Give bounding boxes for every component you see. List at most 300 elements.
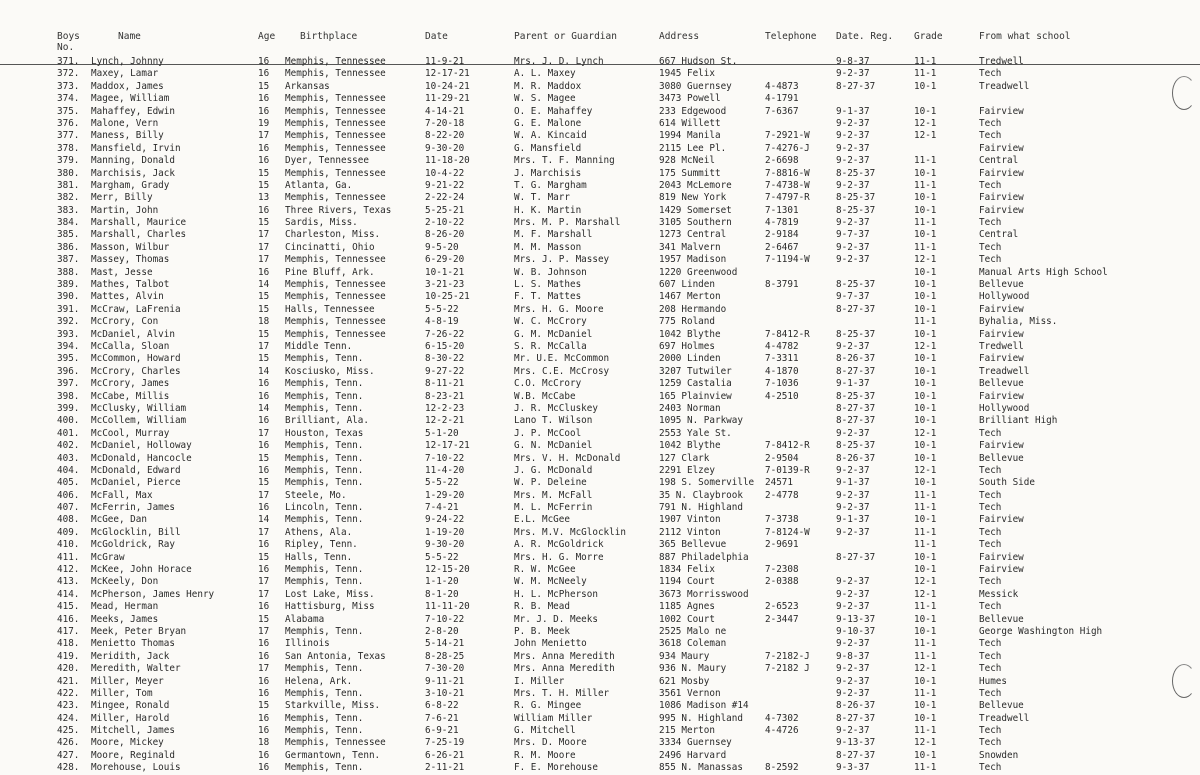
parent-guardian: Mrs. M.V. McGlocklin bbox=[514, 526, 626, 538]
student-number: 376. bbox=[57, 117, 80, 129]
address: 3105 Southern bbox=[659, 217, 732, 229]
telephone: 7-2182-J bbox=[765, 650, 810, 662]
date-registered: 9-2-37 bbox=[836, 130, 870, 142]
student-age: 14 bbox=[258, 279, 270, 291]
telephone: 7-2921-W bbox=[765, 130, 810, 142]
birth-date: 6-15-20 bbox=[425, 340, 465, 352]
date-registered: 8-27-37 bbox=[836, 551, 876, 563]
student-birthplace: San Antonia, Texas bbox=[285, 650, 386, 662]
student-age: 17 bbox=[258, 130, 270, 142]
grade: 10-1 bbox=[914, 625, 937, 637]
date-registered: 9-2-37 bbox=[836, 675, 870, 687]
grade: 12-1 bbox=[914, 588, 937, 600]
birth-date: 12-15-20 bbox=[425, 564, 470, 576]
previous-school: Humes bbox=[979, 675, 1007, 687]
parent-guardian: W. T. Marr bbox=[514, 192, 570, 204]
table-row bbox=[0, 391, 1200, 403]
address: 1273 Central bbox=[659, 229, 727, 241]
table-row bbox=[0, 291, 1200, 303]
previous-school: Tech bbox=[979, 576, 1002, 588]
parent-guardian: Mrs. T. H. Miller bbox=[514, 687, 610, 699]
student-age: 16 bbox=[258, 762, 270, 774]
parent-guardian: Mrs. D. Moore bbox=[514, 737, 587, 749]
previous-school: Bellevue bbox=[979, 613, 1024, 625]
previous-school: Tech bbox=[979, 130, 1002, 142]
parent-guardian: W. B. Johnson bbox=[514, 266, 587, 278]
grade: 11-1 bbox=[914, 526, 937, 538]
student-number: 384. bbox=[57, 217, 80, 229]
student-name: Marshall, Charles bbox=[91, 229, 187, 241]
grade: 11-1 bbox=[914, 650, 937, 662]
student-name: Miller, Harold bbox=[91, 712, 170, 724]
parent-guardian: G. N. McDaniel bbox=[514, 440, 593, 452]
previous-school: Fairview bbox=[979, 353, 1024, 365]
student-name: McCraw, LaFrenia bbox=[91, 303, 181, 315]
student-number: 405. bbox=[57, 477, 80, 489]
table-row bbox=[0, 56, 1200, 68]
date-registered: 9-2-37 bbox=[836, 687, 870, 699]
previous-school: Fairview bbox=[979, 192, 1024, 204]
birth-date: 4-8-19 bbox=[425, 316, 459, 328]
grade: 11-1 bbox=[914, 601, 937, 613]
grade: 11-1 bbox=[914, 241, 937, 253]
parent-guardian: Mrs. J. P. Massey bbox=[514, 254, 610, 266]
previous-school: Fairview bbox=[979, 440, 1024, 452]
birth-date: 6-9-21 bbox=[425, 725, 459, 737]
address: 775 Roland bbox=[659, 316, 715, 328]
student-name: Mingee, Ronald bbox=[91, 700, 170, 712]
student-number: 428. bbox=[57, 762, 80, 774]
telephone: 2-6698 bbox=[765, 155, 799, 167]
telephone: 24571 bbox=[765, 477, 793, 489]
telephone: 2-3447 bbox=[765, 613, 799, 625]
student-age: 16 bbox=[258, 725, 270, 737]
date-registered: 8-27-37 bbox=[836, 303, 876, 315]
student-birthplace: Lincoln, Tenn. bbox=[285, 502, 364, 514]
student-birthplace: Memphis, Tenn. bbox=[285, 564, 364, 576]
date-registered: 9-1-37 bbox=[836, 378, 870, 390]
student-age: 18 bbox=[258, 737, 270, 749]
student-number: 386. bbox=[57, 241, 80, 253]
date-registered: 8-27-37 bbox=[836, 749, 876, 761]
birth-date: 8-28-25 bbox=[425, 650, 465, 662]
student-number: 389. bbox=[57, 279, 80, 291]
date-registered: 8-25-37 bbox=[836, 279, 876, 291]
table-row bbox=[0, 366, 1200, 378]
parent-guardian: Mrs. Anna Meredith bbox=[514, 650, 615, 662]
table-row bbox=[0, 304, 1200, 316]
student-birthplace: Memphis, Tenn. bbox=[285, 576, 364, 588]
date-registered: 9-2-37 bbox=[836, 427, 870, 439]
parent-guardian: F. E. Morehouse bbox=[514, 762, 598, 774]
student-birthplace: Arkansas bbox=[285, 80, 330, 92]
student-name: Mansfield, Irvin bbox=[91, 142, 181, 154]
birth-date: 8-11-21 bbox=[425, 378, 465, 390]
address: 35 N. Claybrook bbox=[659, 489, 743, 501]
previous-school: Tech bbox=[979, 762, 1002, 774]
telephone: 7-3738 bbox=[765, 514, 799, 526]
birth-date: 1-19-20 bbox=[425, 526, 465, 538]
header-name: Name bbox=[118, 31, 141, 42]
date-registered: 9-8-37 bbox=[836, 56, 870, 67]
birth-date: 5-5-22 bbox=[425, 477, 459, 489]
address: 3473 Powell bbox=[659, 93, 721, 105]
date-registered: 9-1-37 bbox=[836, 514, 870, 526]
header-date-reg: Date. Reg. bbox=[836, 31, 894, 42]
student-birthplace: Kosciusko, Miss. bbox=[285, 365, 375, 377]
student-age: 15 bbox=[258, 353, 270, 365]
parent-guardian: W.B. McCabe bbox=[514, 390, 576, 402]
student-number: 404. bbox=[57, 464, 80, 476]
student-birthplace: Memphis, Tennessee bbox=[285, 328, 386, 340]
student-number: 403. bbox=[57, 452, 80, 464]
telephone: 8-3791 bbox=[765, 279, 799, 291]
grade: 11-1 bbox=[914, 502, 937, 514]
address: 936 N. Maury bbox=[659, 663, 727, 675]
table-row bbox=[0, 217, 1200, 229]
student-number: 390. bbox=[57, 291, 80, 303]
student-number: 396. bbox=[57, 365, 80, 377]
student-number: 383. bbox=[57, 204, 80, 216]
previous-school: Fairview bbox=[979, 204, 1024, 216]
header-grade: Grade bbox=[914, 31, 943, 42]
previous-school: Messick bbox=[979, 588, 1019, 600]
table-row bbox=[0, 155, 1200, 167]
student-age: 15 bbox=[258, 291, 270, 303]
address: 791 N. Highland bbox=[659, 502, 743, 514]
student-age: 16 bbox=[258, 687, 270, 699]
table-row bbox=[0, 651, 1200, 663]
table-row bbox=[0, 514, 1200, 526]
previous-school: Tech bbox=[979, 464, 1002, 476]
student-age: 16 bbox=[258, 564, 270, 576]
header-no: No. bbox=[57, 42, 75, 53]
student-age: 16 bbox=[258, 390, 270, 402]
student-age: 16 bbox=[258, 415, 270, 427]
table-row bbox=[0, 663, 1200, 675]
student-number: 373. bbox=[57, 80, 80, 92]
student-name: Martin, John bbox=[91, 204, 159, 216]
parent-guardian: O. E. Mahaffey bbox=[514, 105, 593, 117]
student-number: 424. bbox=[57, 712, 80, 724]
date-registered: 8-27-37 bbox=[836, 415, 876, 427]
birth-date: 10-1-21 bbox=[425, 266, 465, 278]
student-birthplace: Memphis, Tenn. bbox=[285, 687, 364, 699]
student-number: 410. bbox=[57, 539, 80, 551]
student-number: 423. bbox=[57, 700, 80, 712]
birth-date: 12-2-23 bbox=[425, 402, 465, 414]
previous-school: Brilliant High bbox=[979, 415, 1058, 427]
student-age: 16 bbox=[258, 93, 270, 105]
grade: 10-1 bbox=[914, 353, 937, 365]
birth-date: 9-30-20 bbox=[425, 539, 465, 551]
table-row bbox=[0, 502, 1200, 514]
previous-school: Tech bbox=[979, 68, 1002, 80]
student-rows bbox=[0, 56, 1200, 775]
table-row bbox=[0, 527, 1200, 539]
address: 198 S. Somerville bbox=[659, 477, 755, 489]
student-number: 411. bbox=[57, 551, 80, 563]
previous-school: Bellevue bbox=[979, 378, 1024, 390]
student-name: Mead, Herman bbox=[91, 601, 159, 613]
date-registered: 8-25-37 bbox=[836, 390, 876, 402]
birth-date: 10-24-21 bbox=[425, 80, 470, 92]
grade: 10-1 bbox=[914, 266, 937, 278]
grade: 12-1 bbox=[914, 254, 937, 266]
parent-guardian: C.O. McCrory bbox=[514, 378, 582, 390]
student-birthplace: Memphis, Tenn. bbox=[285, 725, 364, 737]
student-birthplace: Memphis, Tennessee bbox=[285, 316, 386, 328]
date-registered: 8-26-37 bbox=[836, 353, 876, 365]
address: 1467 Merton bbox=[659, 291, 721, 303]
address: 607 Linden bbox=[659, 279, 715, 291]
student-number: 400. bbox=[57, 415, 80, 427]
date-registered: 9-7-37 bbox=[836, 229, 870, 241]
grade: 12-1 bbox=[914, 340, 937, 352]
grade: 10-1 bbox=[914, 105, 937, 117]
student-age: 16 bbox=[258, 440, 270, 452]
student-name: Malone, Vern bbox=[91, 117, 159, 129]
previous-school: Fairview bbox=[979, 142, 1024, 154]
previous-school: Bellevue bbox=[979, 452, 1024, 464]
previous-school: South Side bbox=[979, 477, 1035, 489]
date-registered: 9-7-37 bbox=[836, 291, 870, 303]
previous-school: Bellevue bbox=[979, 279, 1024, 291]
student-age: 18 bbox=[258, 316, 270, 328]
previous-school: Tech bbox=[979, 601, 1002, 613]
parent-guardian: G. E. Malone bbox=[514, 117, 582, 129]
date-registered: 9-2-37 bbox=[836, 464, 870, 476]
birth-date: 5-25-21 bbox=[425, 204, 465, 216]
grade: 11-1 bbox=[914, 638, 937, 650]
grade: 12-1 bbox=[914, 117, 937, 129]
previous-school: Tech bbox=[979, 241, 1002, 253]
student-birthplace: Atlanta, Ga. bbox=[285, 179, 353, 191]
student-number: 371. bbox=[57, 56, 80, 67]
student-birthplace: Memphis, Tenn. bbox=[285, 514, 364, 526]
table-row bbox=[0, 93, 1200, 105]
student-number: 381. bbox=[57, 179, 80, 191]
student-age: 15 bbox=[258, 303, 270, 315]
student-name: McFerrin, James bbox=[91, 502, 175, 514]
student-number: 425. bbox=[57, 725, 80, 737]
student-age: 16 bbox=[258, 502, 270, 514]
address: 3618 Coleman bbox=[659, 638, 727, 650]
student-birthplace: Cincinatti, Ohio bbox=[285, 241, 375, 253]
student-age: 16 bbox=[258, 638, 270, 650]
table-row bbox=[0, 378, 1200, 390]
grade: 11-1 bbox=[914, 155, 937, 167]
parent-guardian: Mrs. T. F. Manning bbox=[514, 155, 615, 167]
birth-date: 9-11-21 bbox=[425, 675, 465, 687]
date-registered: 8-27-37 bbox=[836, 402, 876, 414]
birth-date: 9-21-22 bbox=[425, 179, 465, 191]
student-name: Meredith, Walter bbox=[91, 663, 181, 675]
student-age: 17 bbox=[258, 625, 270, 637]
student-age: 16 bbox=[258, 675, 270, 687]
student-name: McCrory, Con bbox=[91, 316, 159, 328]
grade: 10-1 bbox=[914, 551, 937, 563]
telephone: 4-2510 bbox=[765, 390, 799, 402]
student-number: 382. bbox=[57, 192, 80, 204]
student-name: Mattes, Alvin bbox=[91, 291, 164, 303]
student-age: 15 bbox=[258, 700, 270, 712]
telephone: 2-6523 bbox=[765, 601, 799, 613]
student-birthplace: Memphis, Tenn. bbox=[285, 477, 364, 489]
table-row bbox=[0, 614, 1200, 626]
address: 365 Bellevue bbox=[659, 539, 727, 551]
student-number: 413. bbox=[57, 576, 80, 588]
previous-school: Tech bbox=[979, 737, 1002, 749]
parent-guardian: Mrs. J. D. Lynch bbox=[514, 56, 604, 67]
previous-school: Hollywood bbox=[979, 402, 1030, 414]
student-age: 16 bbox=[258, 539, 270, 551]
student-birthplace: Memphis, Tennessee bbox=[285, 254, 386, 266]
date-registered: 9-2-37 bbox=[836, 217, 870, 229]
student-name: McGee, Dan bbox=[91, 514, 147, 526]
student-name: Meridith, Jack bbox=[91, 650, 170, 662]
grade: 12-1 bbox=[914, 663, 937, 675]
birth-date: 9-27-22 bbox=[425, 365, 465, 377]
student-name: Morehouse, Louis bbox=[91, 762, 181, 774]
date-registered: 9-1-37 bbox=[836, 477, 870, 489]
header-birthplace: Birthplace bbox=[300, 31, 358, 42]
student-birthplace: Brilliant, Ala. bbox=[285, 415, 369, 427]
student-number: 414. bbox=[57, 588, 80, 600]
parent-guardian: M. L. McFerrin bbox=[514, 502, 593, 514]
table-row bbox=[0, 490, 1200, 502]
telephone: 7-1301 bbox=[765, 204, 799, 216]
table-row bbox=[0, 118, 1200, 130]
parent-guardian: R. W. McGee bbox=[514, 564, 576, 576]
date-registered: 8-26-37 bbox=[836, 452, 876, 464]
table-row bbox=[0, 428, 1200, 440]
telephone: 2-9504 bbox=[765, 452, 799, 464]
table-row bbox=[0, 576, 1200, 588]
grade: 12-1 bbox=[914, 576, 937, 588]
address: 3080 Guernsey bbox=[659, 80, 732, 92]
previous-school: Treadwell bbox=[979, 80, 1030, 92]
student-age: 17 bbox=[258, 340, 270, 352]
table-row bbox=[0, 453, 1200, 465]
student-age: 17 bbox=[258, 526, 270, 538]
student-name: Mathes, Talbot bbox=[91, 279, 170, 291]
student-birthplace: Memphis, Tenn. bbox=[285, 464, 364, 476]
parent-guardian: S. R. McCalla bbox=[514, 340, 587, 352]
birth-date: 5-14-21 bbox=[425, 638, 465, 650]
telephone: 4-4726 bbox=[765, 725, 799, 737]
table-row bbox=[0, 700, 1200, 712]
student-age: 17 bbox=[258, 576, 270, 588]
address: 855 N. Manassas bbox=[659, 762, 743, 774]
student-birthplace: Alabama bbox=[285, 613, 325, 625]
student-number: 385. bbox=[57, 229, 80, 241]
table-row bbox=[0, 229, 1200, 241]
student-birthplace: Memphis, Tennessee bbox=[285, 167, 386, 179]
address: 2403 Norman bbox=[659, 402, 721, 414]
parent-guardian: R. B. Mead bbox=[514, 601, 570, 613]
student-birthplace: Memphis, Tennessee bbox=[285, 737, 386, 749]
previous-school: Tech bbox=[979, 638, 1002, 650]
student-name: Lynch, Johnny bbox=[91, 56, 164, 67]
student-age: 16 bbox=[258, 56, 270, 67]
student-birthplace: Memphis, Tenn. bbox=[285, 390, 364, 402]
grade: 10-1 bbox=[914, 303, 937, 315]
date-registered: 8-27-37 bbox=[836, 365, 876, 377]
grade: 11-1 bbox=[914, 539, 937, 551]
previous-school: Central bbox=[979, 155, 1019, 167]
birth-date: 11-29-21 bbox=[425, 93, 470, 105]
grade: 11-1 bbox=[914, 725, 937, 737]
birth-date: 8-26-20 bbox=[425, 229, 465, 241]
student-name: Mahaffey, Edwin bbox=[91, 105, 175, 117]
grade: 12-1 bbox=[914, 737, 937, 749]
parent-guardian: G. Mansfield bbox=[514, 142, 582, 154]
parent-guardian: William Miller bbox=[514, 712, 593, 724]
grade: 10-1 bbox=[914, 440, 937, 452]
student-number: 421. bbox=[57, 675, 80, 687]
telephone: 8-2592 bbox=[765, 762, 799, 774]
address: 2496 Harvard bbox=[659, 749, 727, 761]
table-row bbox=[0, 688, 1200, 700]
address: 2043 McLemore bbox=[659, 179, 732, 191]
birth-date: 7-25-19 bbox=[425, 737, 465, 749]
address: 208 Hermando bbox=[659, 303, 727, 315]
student-name: McCollem, William bbox=[91, 415, 187, 427]
table-row bbox=[0, 403, 1200, 415]
telephone: 4-4782 bbox=[765, 340, 799, 352]
header-address: Address bbox=[659, 31, 700, 42]
parent-guardian: E.L. McGee bbox=[514, 514, 570, 526]
address: 1945 Felix bbox=[659, 68, 715, 80]
address: 3673 Morrisswood bbox=[659, 588, 749, 600]
birth-date: 2-10-22 bbox=[425, 217, 465, 229]
student-name: Mitchell, James bbox=[91, 725, 175, 737]
previous-school: Treadwell bbox=[979, 712, 1030, 724]
student-name: Marshall, Maurice bbox=[91, 217, 187, 229]
telephone: 7-4276-J bbox=[765, 142, 810, 154]
table-row bbox=[0, 564, 1200, 576]
student-number: 387. bbox=[57, 254, 80, 266]
birth-date: 2-22-24 bbox=[425, 192, 465, 204]
student-age: 16 bbox=[258, 105, 270, 117]
student-age: 15 bbox=[258, 80, 270, 92]
date-registered: 8-25-37 bbox=[836, 192, 876, 204]
grade: 10-1 bbox=[914, 749, 937, 761]
student-number: 398. bbox=[57, 390, 80, 402]
parent-guardian: R. G. Mingee bbox=[514, 700, 582, 712]
student-number: 380. bbox=[57, 167, 80, 179]
date-registered: 9-2-37 bbox=[836, 601, 870, 613]
address: 2112 Vinton bbox=[659, 526, 721, 538]
address: 1194 Court bbox=[659, 576, 715, 588]
previous-school: Tech bbox=[979, 725, 1002, 737]
student-birthplace: Helena, Ark. bbox=[285, 675, 353, 687]
address: 165 Plainview bbox=[659, 390, 732, 402]
table-row bbox=[0, 552, 1200, 564]
table-row bbox=[0, 192, 1200, 204]
birth-date: 6-8-22 bbox=[425, 700, 459, 712]
previous-school: Hollywood bbox=[979, 291, 1030, 303]
telephone: 2-9691 bbox=[765, 539, 799, 551]
table-row bbox=[0, 638, 1200, 650]
grade: 11-1 bbox=[914, 56, 937, 67]
student-name: Marchisis, Jack bbox=[91, 167, 175, 179]
student-birthplace: Dyer, Tennessee bbox=[285, 155, 369, 167]
grade: 10-1 bbox=[914, 477, 937, 489]
student-age: 15 bbox=[258, 179, 270, 191]
student-birthplace: Memphis, Tenn. bbox=[285, 452, 364, 464]
